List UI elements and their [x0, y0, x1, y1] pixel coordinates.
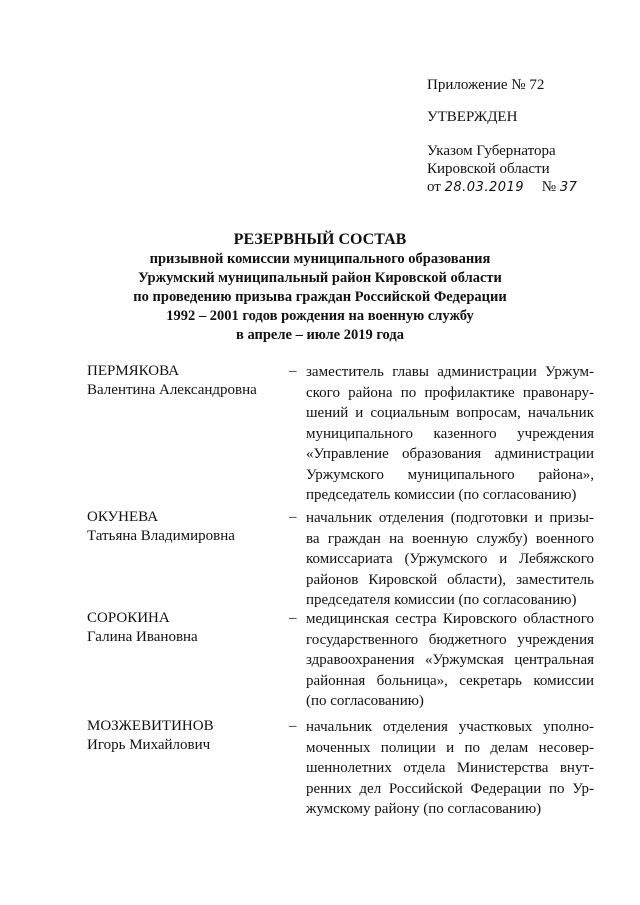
- position-line: муниципального казенного учреждения: [306, 425, 594, 442]
- handwritten-date: 28.03.2019: [444, 180, 525, 195]
- position-line: ского района по профилактике правонару-: [306, 384, 594, 401]
- position-line: председателя комиссии (по согласованию): [306, 592, 577, 608]
- position-line: шений и социальным вопросам, начальник: [306, 405, 594, 421]
- decree-line-2: Кировской области: [427, 161, 550, 177]
- position-line: ва граждан на военную службу) военного: [306, 530, 594, 547]
- decree-line-1: Указом Губернатора: [427, 143, 556, 159]
- member-surname: ПЕРМЯКОВА: [87, 363, 180, 379]
- member-position: [306, 609, 594, 712]
- member-given-name: Галина Ивановна: [87, 629, 198, 645]
- title-main: РЕЗЕРВНЫЙ СОСТАВ: [233, 231, 407, 248]
- number-label: №: [541, 179, 557, 195]
- position-line: шеннолетних отдела Министерства внут-: [306, 760, 594, 776]
- position-line: ренних дел Российской Федерации по Ур-: [306, 780, 594, 797]
- position-line: Уржумского муниципального района»,: [306, 466, 594, 483]
- decree-date-line: [427, 178, 577, 197]
- position-line: медицинская сестра Кировского областного: [306, 611, 594, 627]
- member-name: [87, 362, 287, 400]
- member-name: [87, 717, 287, 755]
- member-dash: –: [289, 610, 297, 626]
- member-given-name: Валентина Александровна: [87, 382, 257, 398]
- approved-label: УТВЕРЖДЕН: [427, 109, 518, 125]
- position-line: (по согласованию): [306, 693, 424, 709]
- member-name: [87, 508, 287, 546]
- position-line: начальник отделения (подготовки и призы-: [306, 510, 594, 526]
- member-position: [306, 508, 594, 611]
- member-position: [306, 362, 594, 506]
- title-line: 1992 – 2001 годов рождения на военную службу: [166, 308, 474, 324]
- member-given-name: Татьяна Владимировна: [87, 528, 235, 544]
- member-dash: –: [289, 718, 297, 734]
- title-line: призывной комиссии муниципального образования: [149, 251, 491, 267]
- handwritten-number: 37: [559, 180, 578, 195]
- member-surname: МОЗЖЕВИТИНОВ: [87, 718, 214, 734]
- position-line: здравоохранения «Уржумская центральная: [306, 652, 594, 668]
- position-line: «Управление образования администрации: [306, 446, 594, 462]
- position-line: заместитель главы администрации Уржум-: [306, 364, 594, 380]
- position-line: начальник отделения участковых уполно-: [306, 719, 594, 735]
- title-line: Уржумский муниципальный район Кировской области: [138, 270, 502, 286]
- date-prefix: от: [427, 179, 441, 195]
- member-position: [306, 717, 594, 820]
- position-line: моченных полиции и по делам несовер-: [306, 739, 594, 756]
- member-given-name: Игорь Михайлович: [87, 737, 211, 753]
- position-line: председатель комиссии (по согласованию): [306, 487, 577, 503]
- member-name: [87, 609, 287, 647]
- document-title: [0, 230, 640, 345]
- member-surname: ОКУНЕВА: [87, 509, 159, 525]
- member-dash: –: [289, 363, 297, 379]
- position-line: государственного бюджетного учреждения: [306, 631, 594, 648]
- title-line: по проведению призыва граждан Российской Федерации: [133, 289, 507, 305]
- position-line: жумскому району (по согласованию): [306, 801, 542, 817]
- position-line: комиссариата (Уржумского и Лебяжского: [306, 551, 594, 567]
- member-surname: СОРОКИНА: [87, 610, 170, 626]
- position-line: районов Кировской области), заместитель: [306, 571, 594, 588]
- member-dash: –: [289, 509, 297, 525]
- title-line: в апреле – июле 2019 года: [236, 327, 404, 343]
- annex-number: Приложение № 72: [427, 77, 545, 93]
- position-line: районная больница», секретарь комиссии: [306, 672, 594, 689]
